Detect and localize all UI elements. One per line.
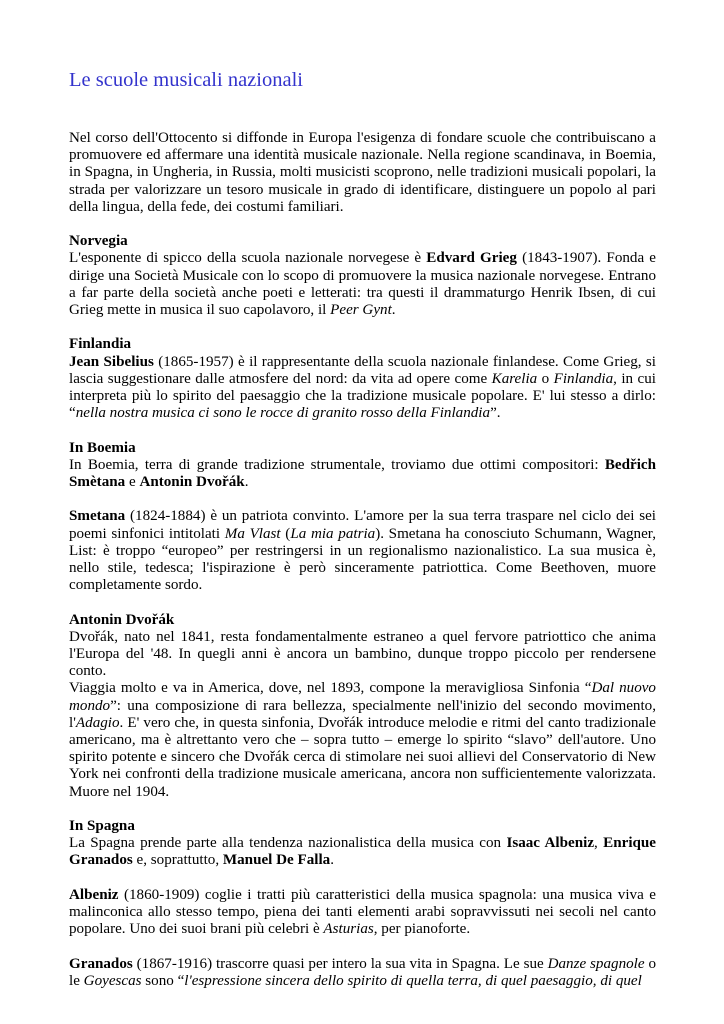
section-spagna bbox=[69, 818, 656, 870]
text: . bbox=[391, 302, 396, 319]
composer-name: Enrique Granados bbox=[69, 835, 656, 869]
paragraph-albeniz bbox=[69, 887, 656, 939]
heading-dvorak: Antonin Dvořák bbox=[69, 611, 175, 628]
text: ”: una composizione di rara bellezza, specialmente nell'inizio del secondo movimento, l' bbox=[69, 697, 656, 731]
quote: nella nostra musica ci sono le rocce di granito rosso della Finlandia bbox=[75, 405, 491, 422]
composer-name: Manuel De Falla bbox=[222, 852, 331, 869]
text: . bbox=[330, 852, 334, 869]
text: L'esponente di spicco della scuola nazionale norvegese è bbox=[69, 250, 427, 267]
heading-finlandia: Finlandia bbox=[69, 336, 132, 353]
work-title: Ma Vlast bbox=[224, 525, 281, 542]
text: Dvořák, nato nel 1841, resta fondamentalmente estraneo a quel fervore patriottico che anima l'Europa del '48. In quegli anni è ancora un bambino, dunque troppo piccolo per rendersene conto. bbox=[69, 628, 656, 680]
text: o bbox=[537, 370, 554, 387]
composer-name: Granados bbox=[69, 955, 133, 972]
text: (1860-1909) coglie i tratti più caratteristici della musica spagnola: una musica viva e malinconica allo stesso tempo, piena dei tanti elementi arabi sopravvissuti nei secoli nel canto popolare. Uno dei suoi brani più celebri è bbox=[69, 886, 656, 938]
work-title: Finlandia bbox=[553, 370, 614, 387]
composer-name: Jean Sibelius bbox=[69, 353, 154, 370]
work-title: Karelia bbox=[491, 370, 538, 387]
text: ”. bbox=[490, 405, 501, 422]
work-title: Peer Gynt bbox=[330, 302, 392, 319]
text: (1843-1907). Fonda e dirige una Società Musicale con lo scopo di promuovere la musica nazionale norvegese. Entrano a far parte della società anche poeti e letterati: tra questi il drammaturgo Henrik Ibsen, di cui Grieg mette in musica il suo capolavoro, il bbox=[69, 250, 656, 319]
composer-name: Smetana bbox=[69, 508, 126, 525]
text: , per pianoforte. bbox=[373, 921, 471, 938]
quote: l'espressione sincera dello spirito di quella terra, di quel paesaggio, di quel bbox=[184, 972, 642, 989]
heading-norvegia: Norvegia bbox=[69, 233, 128, 250]
work-title: Asturias bbox=[323, 921, 374, 938]
text: ( bbox=[280, 525, 291, 542]
page-title: Le scuole musicali nazionali bbox=[69, 69, 303, 91]
heading-boemia: In Boemia bbox=[69, 439, 136, 456]
text: o le bbox=[69, 955, 657, 989]
composer-name: Albeniz bbox=[69, 886, 119, 903]
text: e, soprattutto, bbox=[132, 852, 223, 869]
text: Viaggia molto e va in America, dove, nel 1893, compone la meravigliosa Sinfonia “ bbox=[69, 680, 592, 697]
text: (1865-1957) è il rappresentante della scuola nazionale finlandese. Come Grieg, si lascia suggestionare dalle atmosfere del nord: da vita ad opere come bbox=[69, 353, 656, 387]
composer-name: Antonin Dvořák bbox=[139, 474, 245, 491]
paragraph-smetana bbox=[69, 508, 656, 594]
heading-spagna: In Spagna bbox=[69, 818, 135, 835]
text: . bbox=[244, 474, 249, 491]
paragraph-granados bbox=[69, 956, 656, 990]
text: In Boemia, terra di grande tradizione strumentale, troviamo due ottimi compositori: bbox=[69, 456, 605, 473]
composer-name: Edvard Grieg bbox=[426, 250, 517, 267]
text: , bbox=[594, 835, 604, 852]
text: e bbox=[125, 474, 140, 491]
text: (1867-1916) trascorre quasi per intero la sua vita in Spagna. Le sue bbox=[132, 955, 548, 972]
paragraph-dvorak-america bbox=[69, 680, 656, 800]
composer-name: Isaac Albeniz bbox=[506, 835, 595, 852]
work-title: Goyescas bbox=[83, 972, 142, 989]
text: , in cui interpreta più lo spirito del paesaggio che la tradizione musicale popolare. E' lui stesso a dirlo: “ bbox=[69, 370, 656, 422]
text: La Spagna prende parte alla tendenza nazionalistica della musica con bbox=[69, 835, 507, 852]
text: sono “ bbox=[141, 972, 185, 989]
work-title: Dal nuovo mondo bbox=[69, 680, 656, 714]
section-boemia bbox=[69, 440, 656, 492]
section-norvegia bbox=[69, 233, 656, 319]
text: ). Smetana ha conosciuto Schumann, Wagner, List: è troppo “europeo” per restringersi in un regionalismo nazionalistico. La sua musica è, nello stile, tedesca; l'ispirazione è però sinceramente patriottica. Come Beethoven, muore completamente sordo. bbox=[69, 525, 656, 594]
text: (1824-1884) è un patriota convinto. L'amore per la sua terra traspare nel ciclo dei sei poemi sinfonici intitolati bbox=[69, 508, 656, 542]
work-title: Danze spagnole bbox=[547, 955, 645, 972]
intro-paragraph: Nel corso dell'Ottocento si diffonde in Europa l'esigenza di fondare scuole che contribuiscano a promuovere ed affermare una identità musicale nazionale. Nella regione scandinava, in Boemia, in Spagna, in Ungheria, in Russia, molti musicisti scoprono, nelle tradizioni musicali popolari, la strada per valorizzare un tesoro musicale in grado di identificare, distinguere un popolo al pari della lingua, della fede, dei costumi familiari. bbox=[69, 130, 656, 215]
work-title: Adagio bbox=[75, 714, 120, 731]
work-title: La mia patria bbox=[290, 525, 376, 542]
section-finlandia bbox=[69, 336, 656, 422]
text: . E' vero che, in questa sinfonia, Dvořák introduce melodie e ritmi del canto tradizionale americano, ma è altrettanto vero che – sopra tutto – emerge lo spirito “slavo” dell'autore. Uno spirito potente e sincero che Dvořák cerca di stimolare nei suoi allievi del Conservatorio di New York nei confronti della tradizione musicale americana, ancora non sufficientemente valorizzata. Muore nel 1904. bbox=[69, 714, 656, 800]
section-dvorak bbox=[69, 612, 656, 681]
document-body bbox=[69, 130, 656, 1007]
composer-name: Bedřich Smètana bbox=[69, 456, 656, 491]
